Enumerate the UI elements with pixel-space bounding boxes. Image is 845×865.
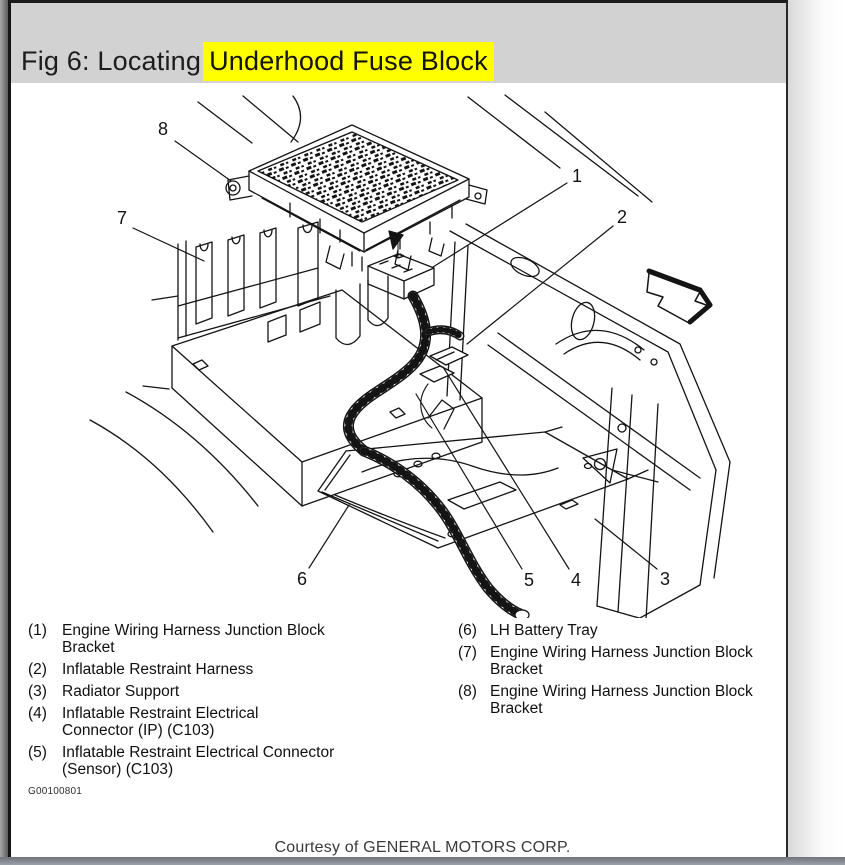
callout-4: 4 [570,570,582,590]
legend-item-text: Connector (IP) (C103) [62,722,215,739]
callout-2-leader [467,226,613,344]
bottom-scrollbar-track[interactable] [0,857,845,865]
callout-8: 8 [157,119,169,139]
callout-8-leader [175,141,231,181]
figure-title-prefix: Fig 6: Locating [21,46,202,76]
legend-item-number: (7) [458,644,477,661]
legend-item-text: (Sensor) (C103) [62,761,174,778]
figure-title [21,46,494,77]
figure-header [11,3,786,83]
legend-item-3 [28,683,398,700]
legend-right-column [458,622,783,722]
page-right-shadow [788,0,845,857]
underhood-diagram-illustration [11,85,786,618]
callout-1: 1 [571,166,583,186]
legend-item-4 [28,705,398,739]
legend-item-number: (1) [28,622,47,639]
legend-item-text: Inflatable Restraint Harness [62,661,254,678]
figure-title-highlight: Underhood Fuse Block [203,42,494,81]
callout-6: 6 [296,569,308,589]
legend-item-text: Bracket [62,639,115,656]
callout-5: 5 [523,570,535,590]
direction-arrow-icon [647,271,710,323]
legend-item-text: Radiator Support [62,683,180,700]
legend-item-8 [458,683,783,717]
callout-3-leader [595,519,657,569]
legend-item-number: (5) [28,744,47,761]
legend-item-number: (2) [28,661,47,678]
battery-tray [318,427,648,548]
figure-frame [8,0,788,857]
legend-item-1 [28,622,398,656]
legend-item-number: (4) [28,705,47,722]
junction-block-bracket-comb [178,222,388,345]
figure-id: G00100801 [28,786,83,797]
stud-arrow-icon [389,231,403,249]
legend-item-number: (3) [28,683,47,700]
legend-item-text: Engine Wiring Harness Junction Block [490,683,753,700]
legend-item-text: LH Battery Tray [490,622,598,639]
page-left-shadow [0,0,8,857]
legend-item-number: (6) [458,622,477,639]
legend-item-text: Inflatable Restraint Electrical Connector [62,744,335,761]
courtesy-line: Courtesy of GENERAL MOTORS CORP. [274,839,571,856]
fender-arcs [90,392,258,532]
legend-item-text: Inflatable Restraint Electrical [62,705,259,722]
legend-item-6 [458,622,783,639]
callout-2: 2 [616,207,628,227]
legend-item-5 [28,744,398,778]
legend-left-column [28,622,398,783]
callout-3: 3 [659,569,671,589]
diagram-area [11,85,786,618]
legend-item-text: Engine Wiring Harness Junction Block [490,644,753,661]
callout-7-leader [133,228,204,261]
legend-item-text: Bracket [490,661,543,678]
callout-5-leader [416,394,522,569]
callout-1-leader [433,183,567,267]
callout-6-leader [309,505,349,568]
legend-item-text: Bracket [490,700,543,717]
callout-7: 7 [116,208,128,228]
legend-item-number: (8) [458,683,477,700]
fuse-block [226,125,487,271]
legend-item-text: Engine Wiring Harness Junction Block [62,622,325,639]
legend-item-7 [458,644,783,678]
legend-item-2 [28,661,398,678]
